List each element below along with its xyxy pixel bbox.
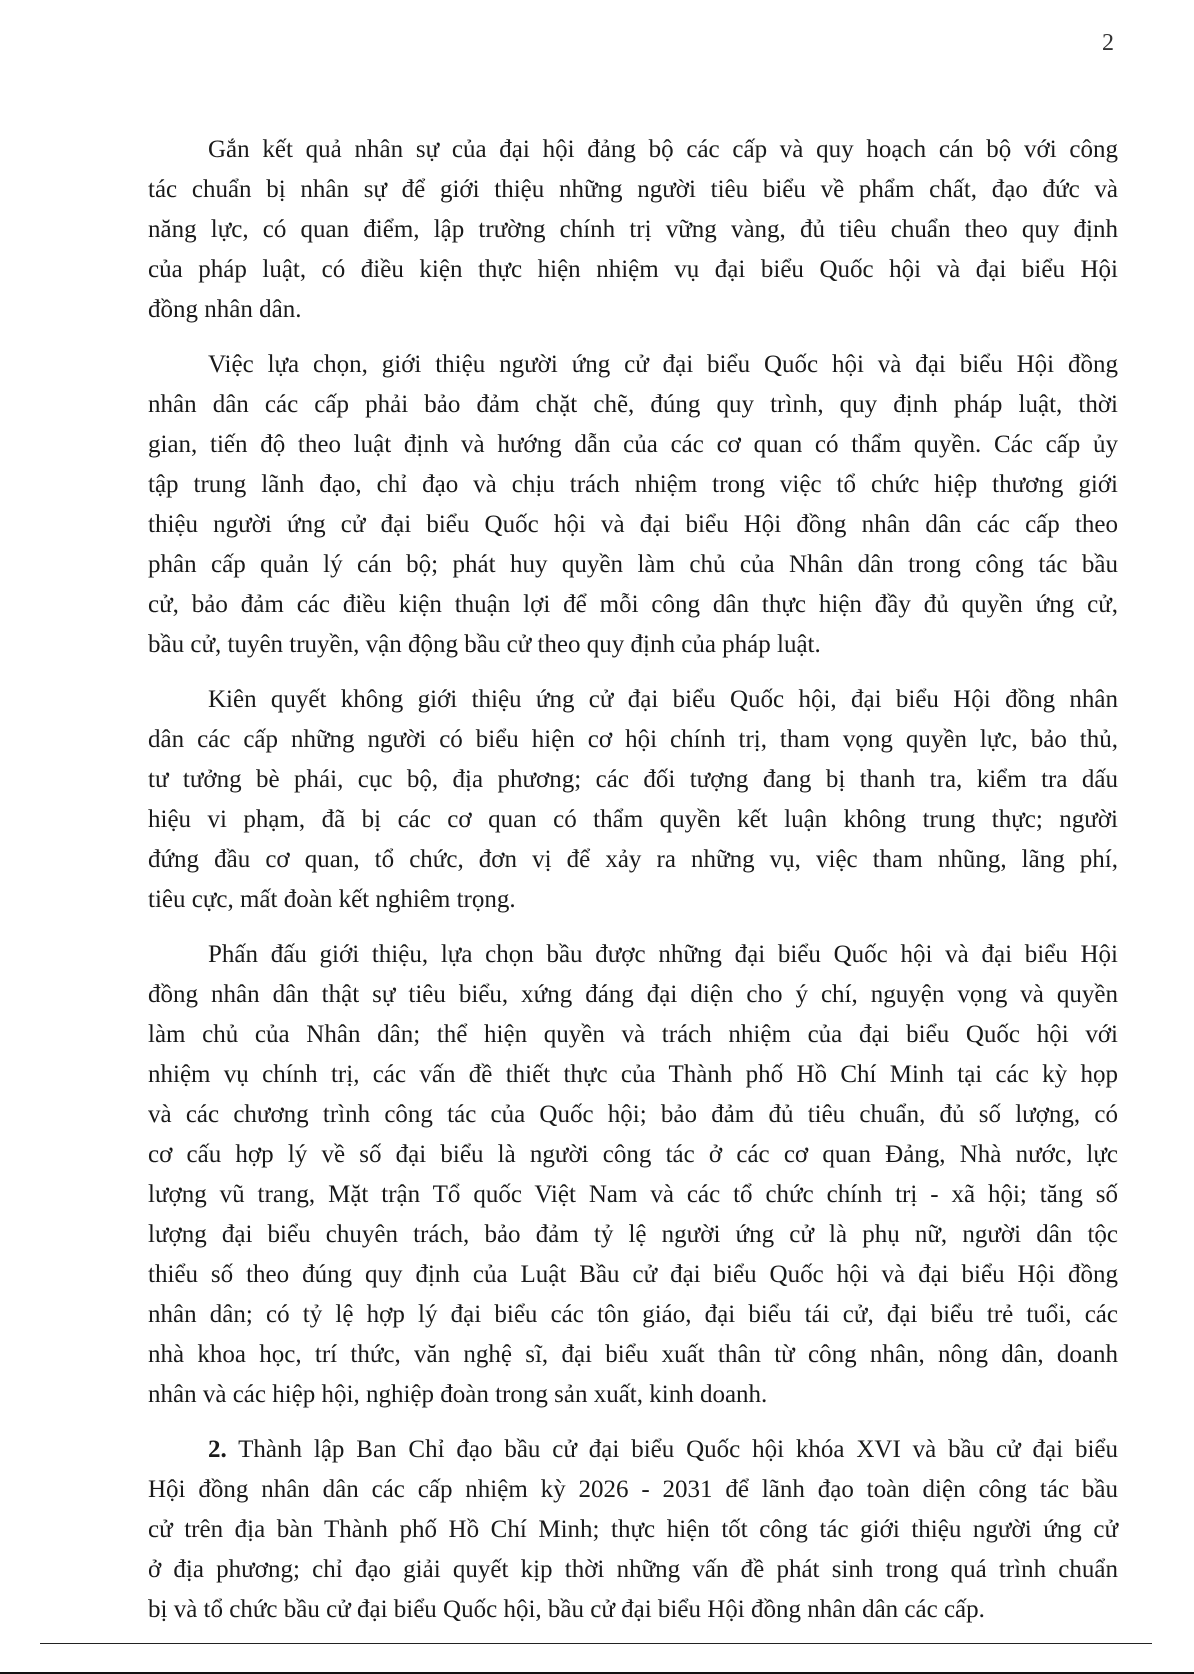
line-text: nhân dân; có tỷ lệ hợp lý đại biểu các tôn giáo, đại biểu tái cử, đại biểu trẻ tuổi, các — [148, 1301, 1118, 1328]
text-line — [148, 290, 1118, 330]
line-text: gian, tiến độ theo luật định và hướng dẫn của các cơ quan có thẩm quyền. Các cấp ủy — [148, 431, 1118, 458]
line-text: đồng nhân dân. — [148, 296, 302, 323]
line-text: đồng nhân dân thật sự tiêu biểu, xứng đáng đại diện cho ý chí, nguyện vọng và quyền — [148, 981, 1118, 1008]
line-text: và các chương trình công tác của Quốc hội; bảo đảm đủ tiêu chuẩn, đủ số lượng, có — [148, 1101, 1118, 1128]
text-line — [148, 1510, 1118, 1550]
text-line — [148, 1055, 1118, 1095]
line-text: tư tưởng bè phái, cục bộ, địa phương; các đối tượng đang bị thanh tra, kiểm tra dấu — [148, 766, 1118, 793]
page-number: 2 — [1102, 30, 1114, 56]
text-line — [148, 1550, 1118, 1590]
text-line — [148, 680, 1118, 720]
line-text: thiệu người ứng cử đại biểu Quốc hội và đại biểu Hội đồng nhân dân các cấp theo — [148, 511, 1118, 538]
section-number: 2. — [208, 1436, 227, 1463]
line-text: lượng vũ trang, Mặt trận Tổ quốc Việt Nam và các tổ chức chính trị - xã hội; tăng số — [148, 1181, 1118, 1208]
text-line — [148, 1295, 1118, 1335]
text-line — [148, 1470, 1118, 1510]
paragraph — [148, 935, 1118, 1415]
line-text: cơ cấu hợp lý về số đại biểu là người công tác ở các cơ quan Đảng, Nhà nước, lực — [148, 1141, 1118, 1168]
line-text: cử trên địa bàn Thành phố Hồ Chí Minh; thực hiện tốt công tác giới thiệu người ứng cử — [148, 1516, 1118, 1543]
line-text: Kiên quyết không giới thiệu ứng cử đại biểu Quốc hội, đại biểu Hội đồng nhân — [208, 686, 1118, 713]
line-text: Phấn đấu giới thiệu, lựa chọn bầu được những đại biểu Quốc hội và đại biểu Hội — [208, 941, 1118, 968]
text-line — [148, 625, 1118, 665]
text-line — [148, 465, 1118, 505]
text-line — [148, 1135, 1118, 1175]
text-line — [148, 385, 1118, 425]
line-text: cử, bảo đảm các điều kiện thuận lợi để mỗi công dân thực hiện đầy đủ quyền ứng cử, — [148, 591, 1118, 618]
text-line — [148, 1430, 1118, 1470]
text-line — [148, 170, 1118, 210]
line-text: Gắn kết quả nhân sự của đại hội đảng bộ các cấp và quy hoạch cán bộ với công — [208, 136, 1118, 163]
text-line — [148, 840, 1118, 880]
paragraph — [148, 1430, 1118, 1630]
text-line — [148, 800, 1118, 840]
line-text: lượng đại biểu chuyên trách, bảo đảm tỷ lệ người ứng cử là phụ nữ, người dân tộc — [148, 1221, 1118, 1248]
text-line — [148, 585, 1118, 625]
line-text: hiệu vi phạm, đã bị các cơ quan có thẩm quyền kết luận không trung thực; người — [148, 806, 1118, 833]
text-line — [148, 1095, 1118, 1135]
text-line — [148, 425, 1118, 465]
document-body — [148, 130, 1118, 1645]
text-line — [148, 250, 1118, 290]
paragraph — [148, 345, 1118, 665]
text-line — [148, 130, 1118, 170]
text-line — [148, 345, 1118, 385]
line-text: thiểu số theo đúng quy định của Luật Bầu cử đại biểu Quốc hội và đại biểu Hội đồng — [148, 1261, 1118, 1288]
text-line — [148, 1335, 1118, 1375]
line-text: nhiệm vụ chính trị, các vấn đề thiết thực của Thành phố Hồ Chí Minh tại các kỳ họp — [148, 1061, 1118, 1088]
line-text: bị và tổ chức bầu cử đại biểu Quốc hội, bầu cử đại biểu Hội đồng nhân dân các cấp. — [148, 1596, 985, 1623]
text-line — [148, 210, 1118, 250]
paragraph — [148, 130, 1118, 330]
text-line — [148, 935, 1118, 975]
line-text: tiêu cực, mất đoàn kết nghiêm trọng. — [148, 886, 516, 913]
line-text: phân cấp quản lý cán bộ; phát huy quyền làm chủ của Nhân dân trong công tác bầu — [148, 551, 1118, 578]
text-line — [148, 1175, 1118, 1215]
line-text: Việc lựa chọn, giới thiệu người ứng cử đại biểu Quốc hội và đại biểu Hội đồng — [208, 351, 1118, 378]
line-text: tập trung lãnh đạo, chỉ đạo và chịu trách nhiệm trong việc tổ chức hiệp thương giới — [148, 471, 1118, 498]
line-text: nhân và các hiệp hội, nghiệp đoàn trong sản xuất, kinh doanh. — [148, 1381, 768, 1408]
text-line — [148, 975, 1118, 1015]
line-text: nhà khoa học, trí thức, văn nghệ sĩ, đại biểu xuất thân từ công nhân, nông dân, doanh — [148, 1341, 1118, 1368]
line-text: nhân dân các cấp phải bảo đảm chặt chẽ, đúng quy trình, quy định pháp luật, thời — [148, 391, 1118, 418]
line-text: của pháp luật, có điều kiện thực hiện nhiệm vụ đại biểu Quốc hội và đại biểu Hội — [148, 256, 1118, 283]
line-text: bầu cử, tuyên truyền, vận động bầu cử theo quy định của pháp luật. — [148, 631, 821, 658]
text-line — [148, 760, 1118, 800]
footer-rule — [40, 1643, 1152, 1644]
text-line — [148, 545, 1118, 585]
text-line — [148, 880, 1118, 920]
text-line — [148, 1375, 1118, 1415]
line-text: dân các cấp những người có biểu hiện cơ hội chính trị, tham vọng quyền lực, bảo thủ, — [148, 726, 1118, 753]
line-text: Thành lập Ban Chỉ đạo bầu cử đại biểu Quốc hội khóa XVI và bầu cử đại biểu — [226, 1436, 1118, 1463]
text-line — [148, 1255, 1118, 1295]
text-line — [148, 720, 1118, 760]
line-text: tác chuẩn bị nhân sự để giới thiệu những người tiêu biểu về phẩm chất, đạo đức và — [148, 176, 1118, 203]
text-line — [148, 1590, 1118, 1630]
line-text: đứng đầu cơ quan, tổ chức, đơn vị để xảy ra những vụ, việc tham nhũng, lãng phí, — [148, 846, 1118, 873]
line-text: ở địa phương; chỉ đạo giải quyết kịp thời những vấn đề phát sinh trong quá trình chuẩn — [148, 1556, 1118, 1583]
line-text: Hội đồng nhân dân các cấp nhiệm kỳ 2026 - 2031 để lãnh đạo toàn diện công tác bầu — [148, 1476, 1118, 1503]
paragraph — [148, 680, 1118, 920]
text-line — [148, 505, 1118, 545]
text-line — [148, 1215, 1118, 1255]
text-line — [148, 1015, 1118, 1055]
line-text: làm chủ của Nhân dân; thể hiện quyền và trách nhiệm của đại biểu Quốc hội với — [148, 1021, 1118, 1048]
line-text: năng lực, có quan điểm, lập trường chính trị vững vàng, đủ tiêu chuẩn theo quy định — [148, 216, 1118, 243]
